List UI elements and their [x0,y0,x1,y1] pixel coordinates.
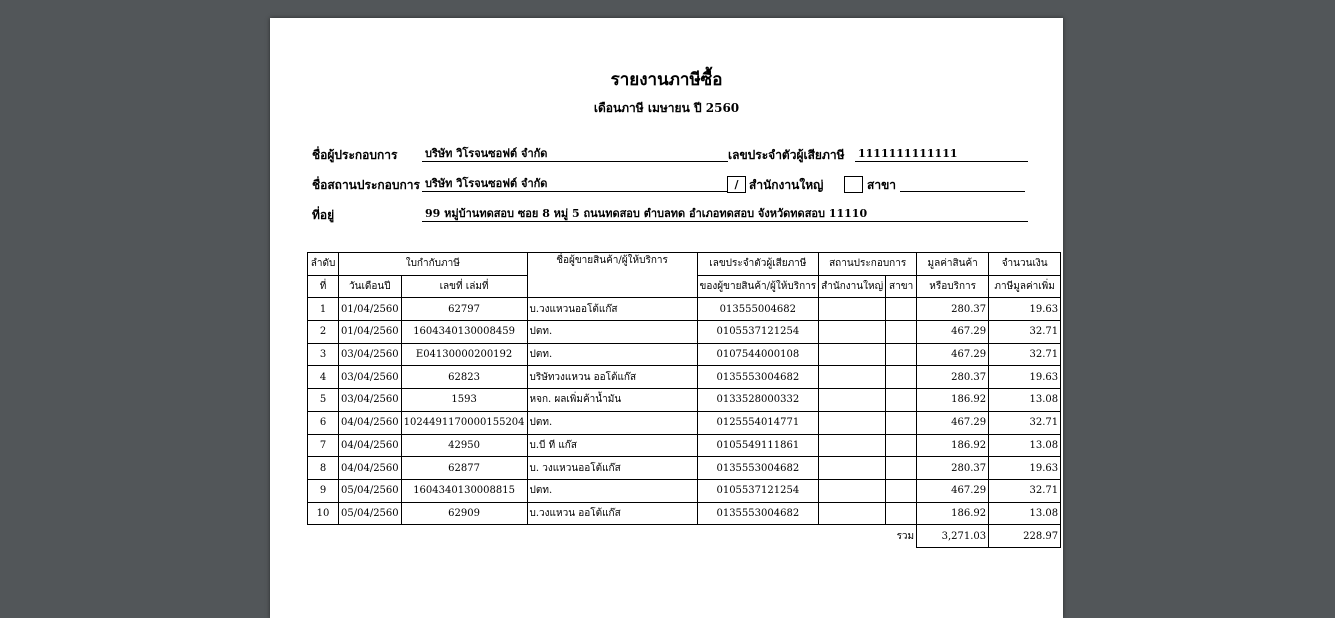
row-branch [886,366,917,389]
establishment-value: บริษัท วิโรจนซอฟต์ จำกัด [422,176,728,192]
taxid-value: 1111111111111 [855,146,1028,162]
table-row [308,389,1061,412]
row-taxid: 0105549111861 [697,434,819,457]
row-head-office [819,366,886,389]
row-date: 03/04/2560 [339,389,402,412]
row-head-office [819,298,886,321]
row-value: 467.29 [917,343,989,366]
row-seq: 3 [308,343,339,366]
row-vat: 32.71 [989,479,1061,502]
header-branch: สาขา [886,275,917,298]
row-branch [886,389,917,412]
row-date: 04/04/2560 [339,457,402,480]
header-seller: ชื่อผู้ขายสินค้า/ผู้ให้บริการ [527,253,697,298]
table-row [308,479,1061,502]
table-row [308,366,1061,389]
table-row [308,502,1061,525]
row-date: 01/04/2560 [339,298,402,321]
row-head-office [819,502,886,525]
head-office-checkbox[interactable]: / [727,176,746,193]
header-taxid-2: ของผู้ขายสินค้า/ผู้ให้บริการ [697,275,819,298]
row-seq: 10 [308,502,339,525]
row-head-office [819,389,886,412]
row-branch [886,457,917,480]
row-seq: 7 [308,434,339,457]
table-row [308,298,1061,321]
row-invoice-number: 62823 [401,366,527,389]
row-branch [886,434,917,457]
row-seller: ปตท. [527,479,697,502]
row-head-office [819,457,886,480]
header-vat-1: จำนวนเงิน [989,253,1061,276]
row-branch [886,321,917,344]
row-vat: 13.08 [989,434,1061,457]
row-head-office [819,343,886,366]
header-value-2: หรือบริการ [917,275,989,298]
row-taxid: 0133528000332 [697,389,819,412]
header-head-office: สำนักงานใหญ่ [819,275,886,298]
row-value: 186.92 [917,434,989,457]
row-date: 04/04/2560 [339,411,402,434]
row-branch [886,479,917,502]
table-row [308,343,1061,366]
row-date: 01/04/2560 [339,321,402,344]
table-row [308,321,1061,344]
row-vat: 32.71 [989,321,1061,344]
row-seq: 2 [308,321,339,344]
report-page [270,18,1063,618]
report-subtitle: เดือนภาษี เมษายน ปี 2560 [593,101,740,115]
head-office-label: สำนักงานใหญ่ [749,178,824,192]
row-branch [886,298,917,321]
row-value: 186.92 [917,389,989,412]
header-seq-2: ที่ [308,275,339,298]
row-value: 280.37 [917,457,989,480]
row-invoice-number: 1024491170000155204 [401,411,527,434]
row-seq: 9 [308,479,339,502]
row-taxid: 0107544000108 [697,343,819,366]
row-vat: 19.63 [989,457,1061,480]
total-label: รวม [896,530,915,542]
row-head-office [819,321,886,344]
row-head-office [819,434,886,457]
header-date: วันเดือนปี [339,275,402,298]
row-seller: ปตท. [527,343,697,366]
row-date: 03/04/2560 [339,343,402,366]
row-date: 03/04/2560 [339,366,402,389]
row-value: 467.29 [917,479,989,502]
row-value: 467.29 [917,411,989,434]
report-title: รายงานภาษีซื้อ [610,70,723,90]
row-branch [886,343,917,366]
header-invoice: ใบกำกับภาษี [339,253,528,276]
operator-label: ชื่อผู้ประกอบการ [312,148,398,162]
address-label: ที่อยู่ [312,208,335,222]
taxid-label: เลขประจำตัวผู้เสียภาษี [728,148,845,162]
branch-label: สาขา [867,178,897,192]
row-branch [886,411,917,434]
row-invoice-number: 42950 [401,434,527,457]
row-vat: 13.08 [989,502,1061,525]
row-seq: 1 [308,298,339,321]
row-seller: บ. วงแหวนออโต้แก๊ส [527,457,697,480]
establishment-label: ชื่อสถานประกอบการ [312,178,420,192]
row-value: 280.37 [917,298,989,321]
row-taxid: 0135553004682 [697,457,819,480]
row-taxid: 0135553004682 [697,502,819,525]
row-seller: ปตท. [527,411,697,434]
row-seller: บริษัทวงแหวน ออโต้แก๊ส [527,366,697,389]
row-value: 280.37 [917,366,989,389]
row-date: 04/04/2560 [339,434,402,457]
row-date: 05/04/2560 [339,479,402,502]
row-invoice-number: E04130000200192 [401,343,527,366]
header-establishment: สถานประกอบการ [819,253,917,276]
total-vat: 228.97 [989,525,1061,548]
row-seller: หจก. ผลเพิ่มค้าน้ำมัน [527,389,697,412]
row-invoice-number: 1604340130008459 [401,321,527,344]
row-date: 05/04/2560 [339,502,402,525]
row-vat: 32.71 [989,411,1061,434]
header-seq-1: ลำดับ [308,253,339,276]
branch-value [900,176,1025,192]
table-row [308,457,1061,480]
row-taxid: 0125554014771 [697,411,819,434]
row-seq: 5 [308,389,339,412]
row-invoice-number: 62797 [401,298,527,321]
row-branch [886,502,917,525]
row-taxid: 0135553004682 [697,366,819,389]
header-taxid-1: เลขประจำตัวผู้เสียภาษี [697,253,819,276]
row-seller: บ.บี ที แก๊ส [527,434,697,457]
row-invoice-number: 1593 [401,389,527,412]
row-value: 186.92 [917,502,989,525]
row-vat: 13.08 [989,389,1061,412]
purchase-tax-table [307,252,1061,548]
table-row [308,434,1061,457]
row-vat: 19.63 [989,298,1061,321]
operator-value: บริษัท วิโรจนซอฟต์ จำกัด [422,146,728,162]
header-vat-2: ภาษีมูลค่าเพิ่ม [989,275,1061,298]
table-row [308,411,1061,434]
row-value: 467.29 [917,321,989,344]
row-seller: บ.วงแหวนออโต้แก๊ส [527,298,697,321]
row-vat: 19.63 [989,366,1061,389]
row-invoice-number: 1604340130008815 [401,479,527,502]
row-invoice-number: 62909 [401,502,527,525]
row-seller: ปตท. [527,321,697,344]
row-taxid: 013555004682 [697,298,819,321]
header-value-1: มูลค่าสินค้า [917,253,989,276]
header-number: เลขที่ เล่มที่ [401,275,527,298]
row-taxid: 0105537121254 [697,321,819,344]
row-seller: บ.วงแหวน ออโต้แก๊ส [527,502,697,525]
row-head-office [819,411,886,434]
row-taxid: 0105537121254 [697,479,819,502]
row-seq: 6 [308,411,339,434]
row-invoice-number: 62877 [401,457,527,480]
row-seq: 8 [308,457,339,480]
address-value: 99 หมู่บ้านทดสอบ ซอย 8 หมู่ 5 ถนนทดสอบ ตำบลทด อำเภอทดสอบ จังหวัดทดสอบ 11110 [422,206,1028,222]
total-value: 3,271.03 [917,525,989,548]
branch-checkbox[interactable] [844,176,863,193]
row-vat: 32.71 [989,343,1061,366]
row-head-office [819,479,886,502]
row-seq: 4 [308,366,339,389]
